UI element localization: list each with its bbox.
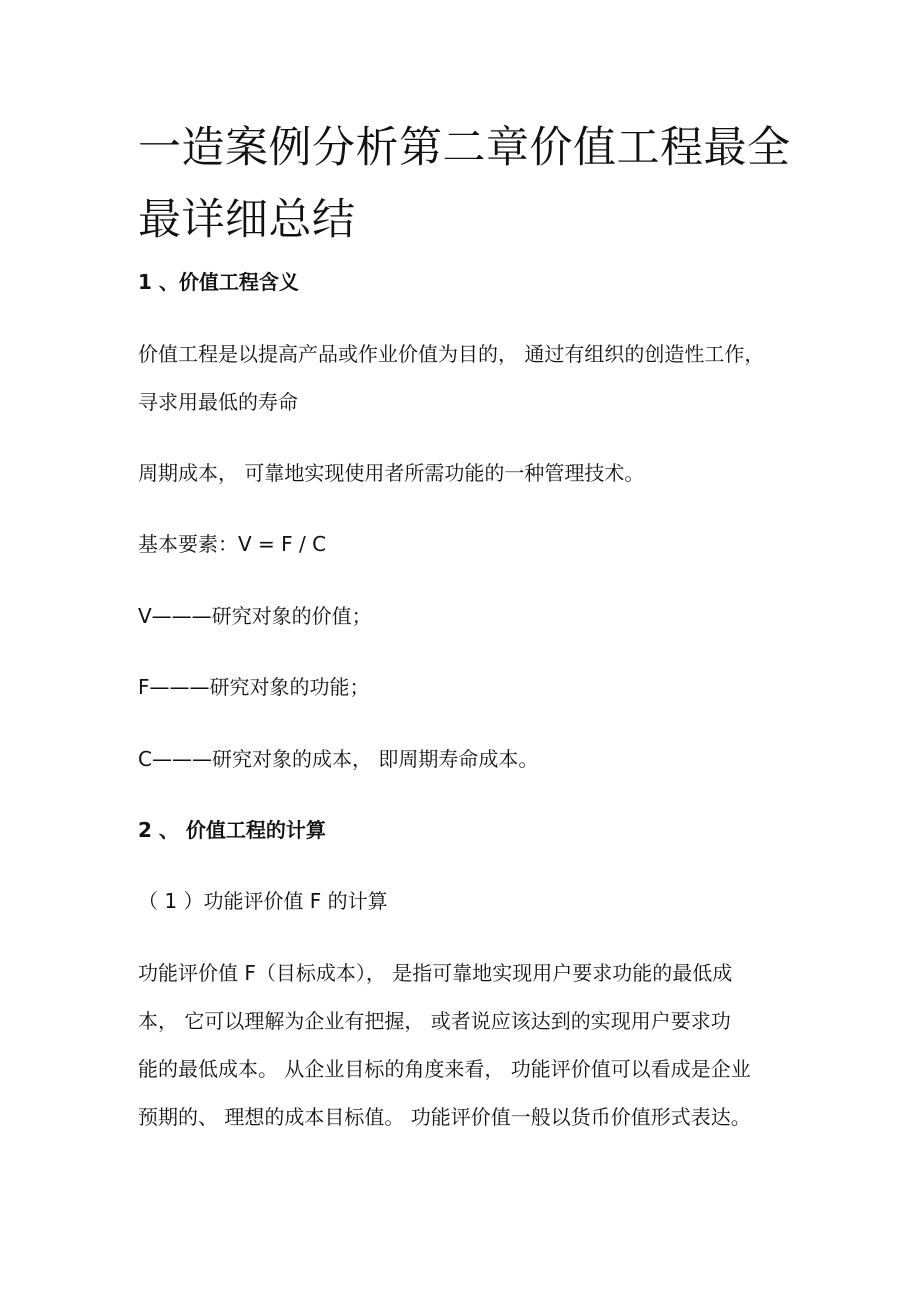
value-formula: 基本要素：V = F / C [138,532,327,556]
section-1-intro-line-3: 周期成本， 可靠地实现使用者所需功能的一种管理技术。 [138,461,645,485]
definition-f: F———研究对象的功能； [138,675,370,699]
section-1-intro-line-2: 寻求用最低的寿命 [138,390,298,414]
section-2-body-line-2: 本， 它可以理解为企业有把握， 或者说应该达到的实现用户要求功 [138,1009,731,1033]
section-1-intro-line-1: 价值工程是以提高产品或作业价值为目的， 通过有组织的创造性工作， [138,342,765,366]
section-2-body-line-3: 能的最低成本。 从企业目标的角度来看， 功能评价值可以看成是企业 [138,1057,751,1081]
section-2-heading: 2 、 价值工程的计算 [138,818,326,842]
document-title-line-2: 最详细总结 [138,195,356,245]
section-1-heading: 1 、价值工程含义 [138,270,299,294]
section-2-body-line-4: 预期的、 理想的成本目标值。 功能评价值一般以货币价值形式表达。 [138,1105,751,1129]
section-2-subheading: （ 1 ）功能评价值 F 的计算 [138,889,388,913]
document-title-line-1: 一造案例分析第二章价值工程最全 [138,123,791,173]
section-2-body-line-1: 功能评价值 F（目标成本）， 是指可靠地实现用户要求功能的最低成 [138,961,733,985]
definition-c: C———研究对象的成本， 即周期寿命成本。 [138,747,539,771]
definition-v: V———研究对象的价值； [138,604,372,628]
